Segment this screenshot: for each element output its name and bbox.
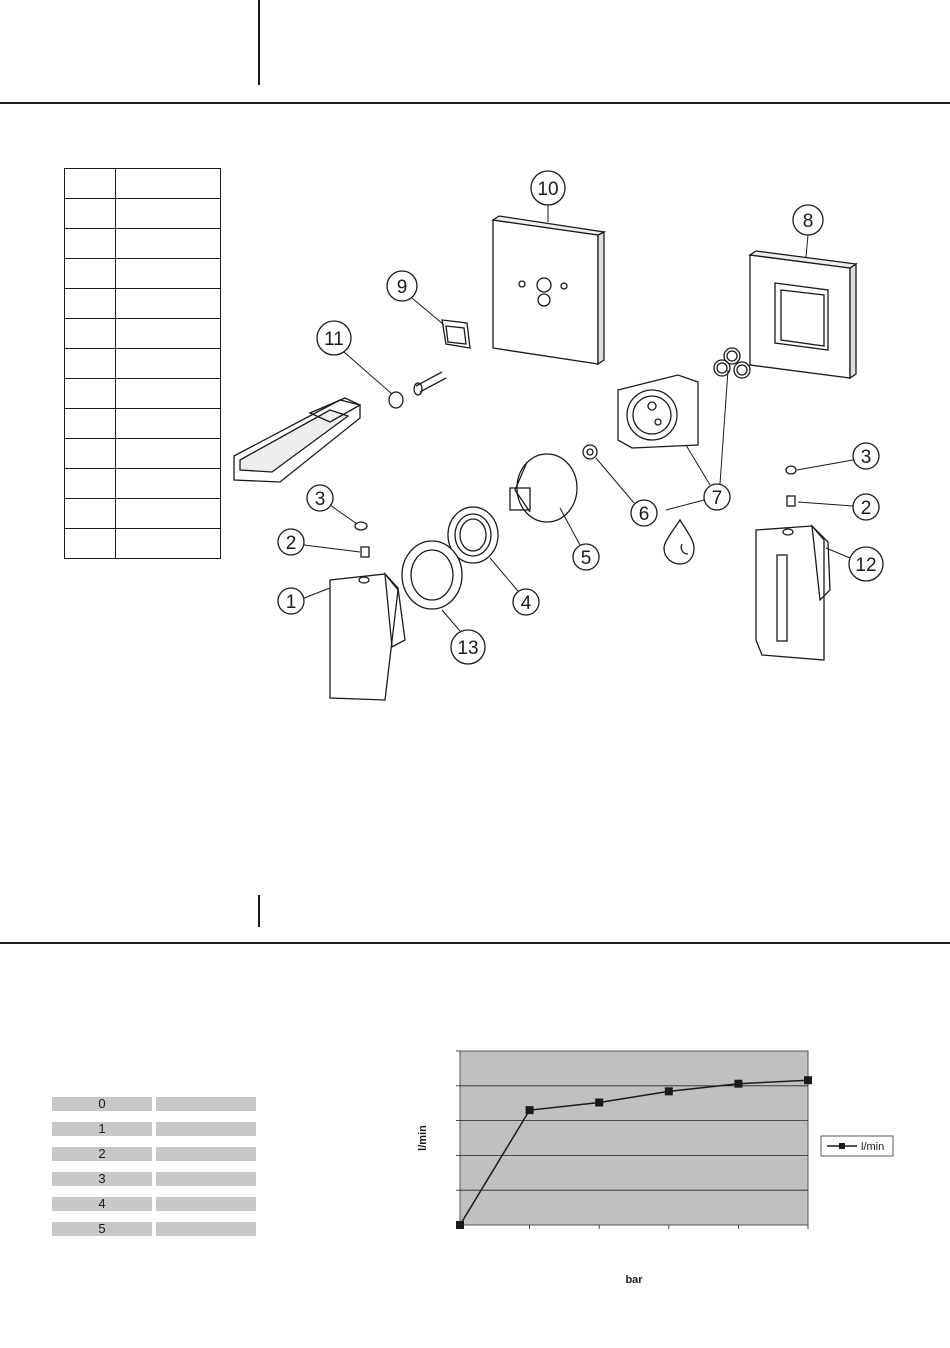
droplet-icon <box>664 520 694 564</box>
y-axis-label: l/min <box>417 1125 429 1151</box>
data-point <box>526 1106 534 1114</box>
parts-table-row <box>65 439 220 469</box>
flow-chart <box>400 1040 920 1300</box>
svg-text:12: 12 <box>855 555 877 576</box>
part-number-cell <box>65 289 116 318</box>
parts-table-row <box>65 379 220 409</box>
callout-2-right <box>798 494 879 520</box>
data-point <box>734 1080 742 1088</box>
svg-text:10: 10 <box>537 179 559 200</box>
parts-table-row <box>65 409 220 439</box>
legend-label: l/min <box>861 1141 885 1153</box>
callout-6 <box>596 458 657 526</box>
parts-table <box>64 168 221 559</box>
callout-4 <box>490 558 539 615</box>
pressure-row <box>52 1147 256 1161</box>
svg-text:4: 4 <box>520 593 532 614</box>
handle-12 <box>756 526 830 660</box>
callout-3-right <box>797 443 879 470</box>
pressure-row <box>52 1197 256 1211</box>
parts-table-row <box>65 259 220 289</box>
section-divider <box>258 895 260 927</box>
svg-text:11: 11 <box>324 329 344 350</box>
parts-table-row <box>65 199 220 229</box>
svg-text:7: 7 <box>711 488 723 509</box>
parts-table-row <box>65 349 220 379</box>
part-number-cell <box>65 229 116 258</box>
cover-plate-10 <box>493 216 604 364</box>
svg-text:8: 8 <box>802 211 814 232</box>
mixer-body-7 <box>618 375 698 448</box>
header-divider <box>258 0 260 85</box>
svg-text:2: 2 <box>860 498 872 519</box>
clip-9 <box>442 320 470 348</box>
part-name-cell <box>116 349 220 378</box>
part-number-cell <box>65 409 116 438</box>
callout-2-left <box>278 529 360 555</box>
pressure-bar-cell: 2 <box>52 1147 152 1161</box>
parts-table-row <box>65 289 220 319</box>
data-point <box>456 1221 464 1229</box>
callout-3-left <box>307 485 357 524</box>
part-name-cell <box>116 289 220 318</box>
handle-1 <box>330 574 405 700</box>
part-number-cell <box>65 199 116 228</box>
part-name-cell <box>116 529 220 558</box>
parts-table-row <box>65 499 220 529</box>
callout-8 <box>793 205 823 257</box>
ring-13 <box>402 541 462 609</box>
rosette-plate-8 <box>750 251 856 378</box>
x-axis-label: bar <box>625 1274 643 1286</box>
flow-value-cell <box>156 1122 256 1136</box>
pressure-row <box>52 1097 256 1111</box>
parts-table-row <box>65 319 220 349</box>
part-name-cell <box>116 229 220 258</box>
pressure-bar-cell: 5 <box>52 1222 152 1236</box>
pressure-row <box>52 1172 256 1186</box>
pressure-table <box>52 1097 256 1247</box>
pressure-bar-cell: 3 <box>52 1172 152 1186</box>
svg-text:6: 6 <box>638 504 650 525</box>
pressure-row <box>52 1222 256 1236</box>
parts-table-row <box>65 229 220 259</box>
part-number-cell <box>65 529 116 558</box>
data-point <box>804 1076 812 1084</box>
svg-text:9: 9 <box>396 277 408 298</box>
svg-text:13: 13 <box>457 638 479 659</box>
svg-text:3: 3 <box>314 489 326 510</box>
parts-table-row <box>65 469 220 499</box>
flow-value-cell <box>156 1197 256 1211</box>
part-number-cell <box>65 379 116 408</box>
data-point <box>595 1099 603 1107</box>
bolt <box>416 372 446 392</box>
part-name-cell <box>116 319 220 348</box>
flow-value-cell <box>156 1097 256 1111</box>
part-number-cell <box>65 169 116 198</box>
parts-table-row <box>65 529 220 558</box>
callout-10 <box>531 171 565 222</box>
legend-marker <box>839 1143 845 1149</box>
callout-11 <box>317 321 392 394</box>
callout-1 <box>278 588 330 614</box>
parts-table-row <box>65 169 220 199</box>
header-rule <box>0 102 950 104</box>
part-number-cell <box>65 499 116 528</box>
part-name-cell <box>116 199 220 228</box>
data-point <box>665 1087 673 1095</box>
part-name-cell <box>116 469 220 498</box>
part-name-cell <box>116 499 220 528</box>
pressure-row <box>52 1122 256 1136</box>
part-number-cell <box>65 259 116 288</box>
callout-12 <box>826 547 883 581</box>
pressure-bar-cell: 4 <box>52 1197 152 1211</box>
flow-value-cell <box>156 1147 256 1161</box>
section-rule <box>0 942 950 944</box>
flow-value-cell <box>156 1172 256 1186</box>
spout-outlet <box>234 398 360 482</box>
svg-text:1: 1 <box>285 592 297 613</box>
svg-text:5: 5 <box>580 548 592 569</box>
callout-5 <box>560 508 599 570</box>
cartridge-5 <box>510 454 577 522</box>
callout-13 <box>442 610 485 664</box>
pressure-bar-cell: 1 <box>52 1122 152 1136</box>
flow-value-cell <box>156 1222 256 1236</box>
part-number-cell <box>65 439 116 468</box>
exploded-parts-diagram <box>220 160 920 720</box>
part-name-cell <box>116 169 220 198</box>
part-name-cell <box>116 409 220 438</box>
plug-11 <box>389 392 403 408</box>
part-number-cell <box>65 469 116 498</box>
part-name-cell <box>116 259 220 288</box>
callout-9 <box>387 271 444 325</box>
part-name-cell <box>116 439 220 468</box>
pressure-bar-cell: 0 <box>52 1097 152 1111</box>
part-number-cell <box>65 349 116 378</box>
svg-text:3: 3 <box>860 447 872 468</box>
part-number-cell <box>65 319 116 348</box>
part-name-cell <box>116 379 220 408</box>
svg-text:2: 2 <box>285 533 297 554</box>
